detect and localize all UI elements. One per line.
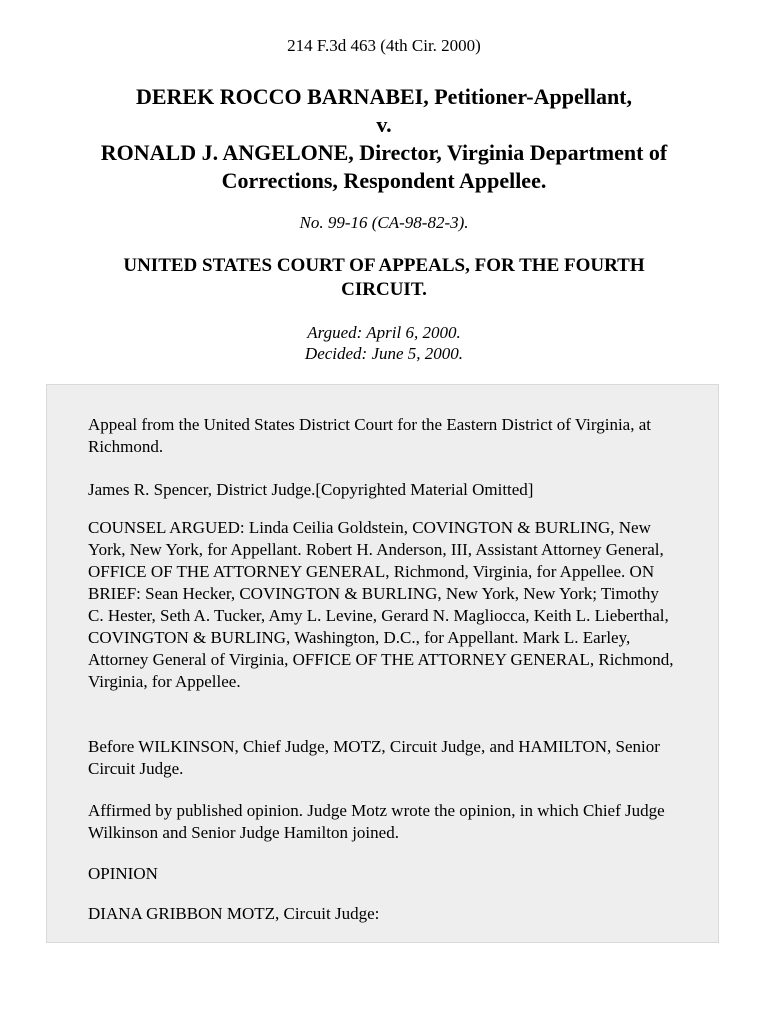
case-dates	[0, 322, 768, 364]
opinion-author: DIANA GRIBBON MOTZ, Circuit Judge:	[88, 904, 380, 923]
opinion-heading: OPINION	[88, 864, 158, 883]
panel-judges: Before WILKINSON, Chief Judge, MOTZ, Circuit Judge, and HAMILTON, Senior Circuit Judge.	[88, 737, 660, 778]
versus-label: v.	[376, 112, 392, 137]
appeal-origin: Appeal from the United States District Court for the Eastern District of Virginia, at Richmond.	[88, 415, 652, 456]
case-title	[40, 83, 728, 195]
disposition: Affirmed by published opinion. Judge Motz wrote the opinion, in which Chief Judge Wilkinson and Senior Judge Hamilton joined.	[88, 801, 665, 842]
court-name	[50, 254, 718, 302]
district-judge: James R. Spencer, District Judge.[Copyrighted Material Omitted]	[88, 480, 534, 499]
court-name-line2: CIRCUIT.	[341, 279, 427, 300]
argued-date: Argued: April 6, 2000.	[307, 323, 461, 342]
court-name-line1: UNITED STATES COURT OF APPEALS, FOR THE FOURTH	[123, 255, 645, 276]
case-citation: 214 F.3d 463 (4th Cir. 2000)	[287, 36, 481, 55]
respondent-name-line2: Corrections, Respondent Appellee.	[221, 168, 547, 193]
decided-date: Decided: June 5, 2000.	[304, 344, 464, 363]
docket-number: No. 99-16 (CA-98-82-3).	[299, 213, 469, 232]
respondent-name-line1: RONALD J. ANGELONE, Director, Virginia Department of	[100, 140, 668, 165]
counsel-listing: COUNSEL ARGUED: Linda Ceilia Goldstein, COVINGTON & BURLING, New York, New York, for Appellant. Robert H. Anderson, III, Assistant Attorney General, OFFICE OF THE ATTORNEY GENERAL, Richmond, Virginia, for Appellee. ON BRIEF: Sean Hecker, COVINGTON & BURLING, New York, New York; Timothy C. Hester, Seth A. Tucker, Amy L. Levine, Gerard N. Magliocca, Keith L. Lieberthal, COVINGTON & BURLING, Washington, D.C., for Appellant. Mark L. Earley, Attorney General of Virginia, OFFICE OF THE ATTORNEY GENERAL, Richmond, Virginia, for Appellee.	[88, 518, 674, 691]
case-summary-box	[46, 384, 719, 943]
petitioner-name: DEREK ROCCO BARNABEI, Petitioner-Appellant,	[135, 84, 633, 109]
